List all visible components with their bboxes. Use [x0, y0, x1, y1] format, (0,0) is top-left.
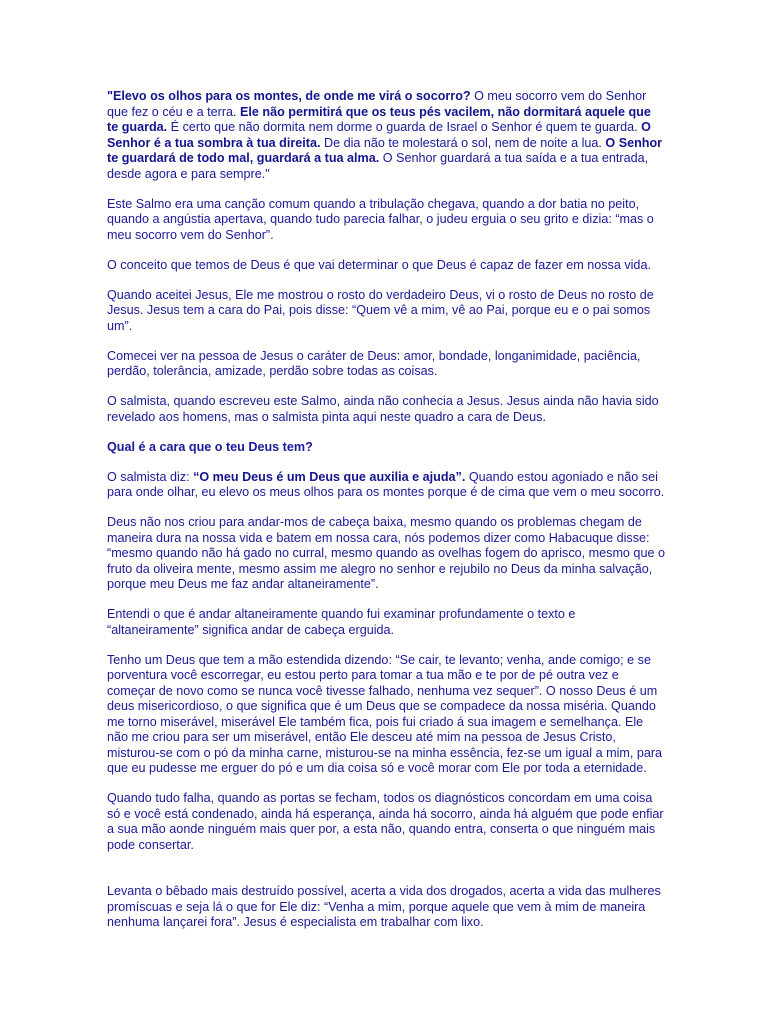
paragraph: Deus não nos criou para andar-mos de cabeça baixa, mesmo quando os problemas chegam de maneira dura na nossa vida e batem em nossa cara, nós podemos dizer como Habacuque disse: “mesmo quando não há gado no curral, mesmo quando as ovelhas fogem do aprisco, mesmo que o fruto da oliveira mente, mesmo assim me alegro no senhor e rejubilo no Deus da minha salvação, porque meu Deus me faz andar altaneiramente”.	[107, 515, 665, 591]
paragraph: Este Salmo era uma canção comum quando a tribulação chegava, quando a dor batia no peito, quando a angústia apertava, quando tudo parecia falhar, o judeu erguia o seu grito e dizia: “mas o meu socorro vem do Senhor”.	[107, 196, 654, 242]
psalm-verse-bold: O Senhor é a tua sombra à tua direita.	[107, 120, 651, 150]
paragraph: Entendi o que é andar altaneiramente quando fui examinar profundamente o texto e “altaneiramente” significa andar de cabeça erguida.	[107, 607, 576, 637]
paragraph-text: O salmista diz:	[107, 469, 194, 484]
paragraph: Tenho um Deus que tem a mão estendida dizendo: “Se cair, te levanto; venha, ande comigo; e se porventura você escorregar, eu estou perto para tomar a tua mão e te por de pé outra vez e começar de novo como se nunca você tivesse falhado, nenhuma vez sequer”. O nosso Deus é um deus misericordioso, o que significa que é um Deus que se compadece da nossa miséria. Quando me torno miserável, miserável Ele também fica, pois fui criado á sua imagem e semelhança. Ele não me criou para ser um miserável, então Ele desceu até mim na pessoa de Jesus Cristo, misturou-se com o pó da minha carne, misturou-se na minha essência, fez-se um igual a mim, para que eu pudesse me erguer do pó e um dia coisa só e você morar com Ele por toda a eternidade.	[107, 652, 663, 775]
section-heading: Qual é a cara que o teu Deus tem?	[107, 439, 313, 454]
psalm-verse: De dia não te molestará o sol, nem de noite a lua.	[320, 135, 606, 150]
psalm-verse-bold: "Elevo os olhos para os montes, de onde me virá o socorro?	[107, 89, 471, 103]
psalm-paragraph	[107, 89, 665, 182]
paragraph: Quando aceitei Jesus, Ele me mostrou o rosto do verdadeiro Deus, vi o rosto de Deus no rosto de Jesus. Jesus tem a cara do Pai, pois disse: “Quem vê a mim, vê ao Pai, porque eu e o pai somos um”.	[107, 287, 654, 333]
paragraph-text: Quando estou agoniado e não sei para onde olhar, eu elevo os meus olhos para os montes porque é de cima que vem o meu socorro.	[107, 469, 665, 499]
quote-bold: “O meu Deus é um Deus que auxilia e ajuda”.	[193, 469, 466, 484]
psalm-verse: É certo que não dormita nem dorme o guarda de Israel o Senhor é quem te guarda.	[167, 120, 642, 134]
paragraph: Comecei ver na pessoa de Jesus o caráter de Deus: amor, bondade, longanimidade, paciência, perdão, tolerância, amizade, perdão sobre todas as coisas.	[107, 348, 641, 378]
paragraph: Quando tudo falha, quando as portas se fecham, todos os diagnósticos concordam em uma coisa só e você está condenado, ainda há esperança, ainda há socorro, ainda há alguém que pode enfiar a sua mão aonde ninguém mais quer por, a esta não, quando entra, conserta o que ninguém mais pode consertar.	[107, 791, 664, 852]
psalm-verse-bold: O Senhor te guardará de todo mal, guardará a tua alma.	[107, 135, 663, 165]
paragraph: O conceito que temos de Deus é que vai determinar o que Deus é capaz de fazer em nossa vida.	[107, 257, 651, 272]
paragraph	[107, 470, 665, 501]
psalm-verse: O Senhor guardará a tua saída e a tua entrada, desde agora e para sempre."	[107, 151, 649, 181]
psalm-verse-bold: Ele não permitirá que os teus pés vacilem, não dormitará aquele que te guarda.	[107, 104, 651, 134]
paragraph: O salmista, quando escreveu este Salmo, ainda não conhecia a Jesus. Jesus ainda não havia sido revelado aos homens, mas o salmista pinta aqui neste quadro a cara de Deus.	[107, 394, 659, 424]
psalm-verse: O meu socorro vem do Senhor que fez o céu e a terra.	[107, 89, 647, 119]
paragraph: Levanta o bêbado mais destruído possível, acerta a vida dos drogados, acerta a vida das mulheres promíscuas e seja lá o que for Ele diz: “Venha a mim, porque aquele que vem à mim de maneira nenhuma lançarei fora”. Jesus é especialista em trabalhar com lixo.	[107, 884, 661, 929]
document-body	[107, 89, 665, 945]
